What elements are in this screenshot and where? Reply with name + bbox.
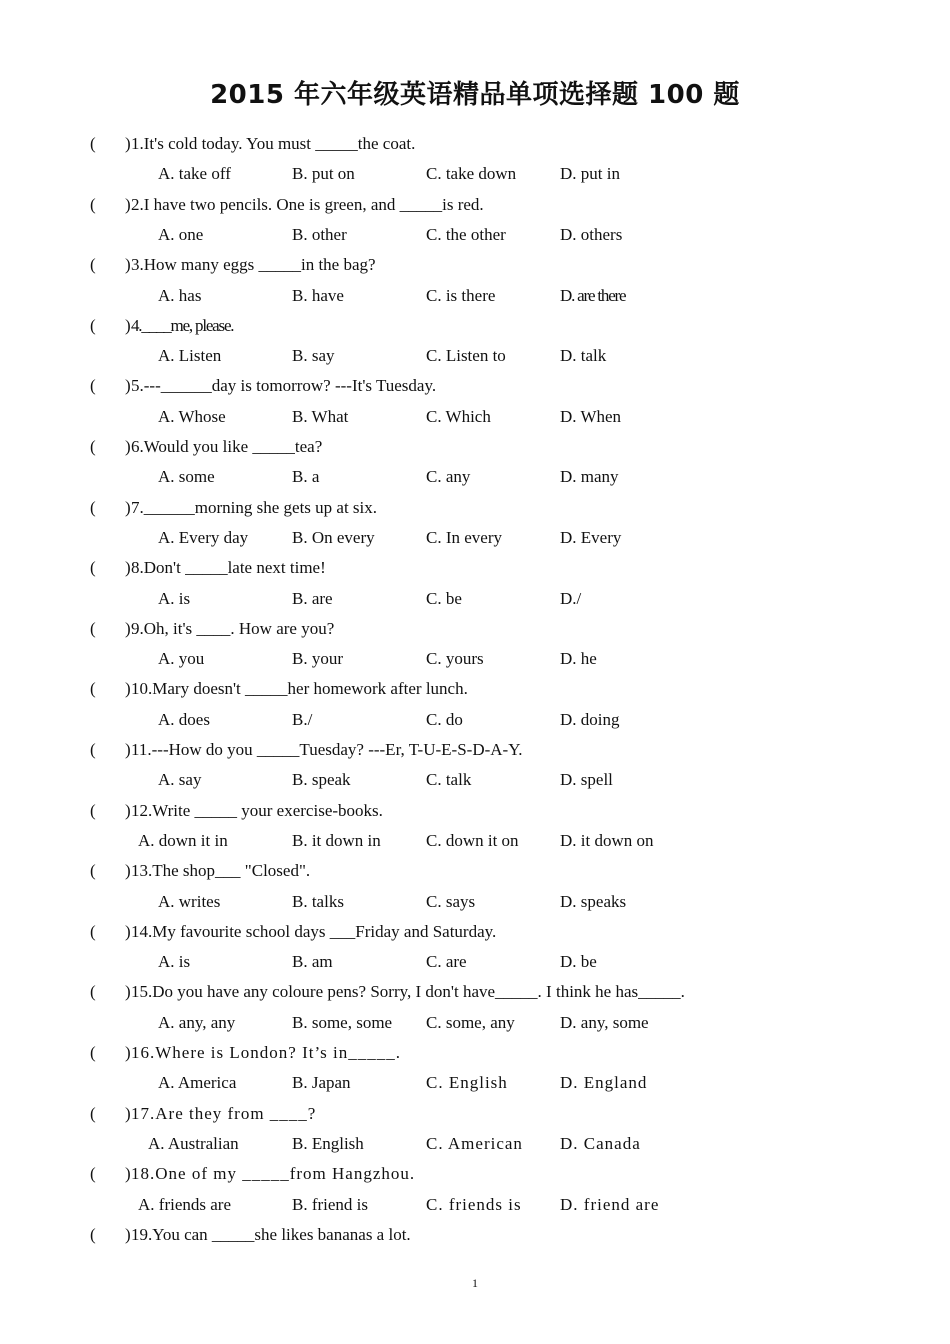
- answer-bracket-close: ): [125, 315, 131, 335]
- answer-bracket-open: (: [90, 255, 96, 275]
- options-line: [0, 465, 950, 489]
- option-a: A. America: [158, 1073, 237, 1093]
- option-c: C. some, any: [426, 1012, 515, 1032]
- answer-bracket-close: ): [125, 1103, 131, 1123]
- question-text: 14.My favourite school days ___Friday and Saturday.: [131, 921, 497, 941]
- question-text: 9.Oh, it's ____. How are you?: [131, 618, 335, 638]
- option-d: D. England: [560, 1073, 648, 1093]
- question-line: [0, 738, 950, 762]
- question-line: [0, 1223, 950, 1247]
- question-line: [0, 980, 950, 1004]
- option-a: A. one: [158, 224, 204, 244]
- options-line: [0, 162, 950, 186]
- question-text: 7.______morning she gets up at six.: [131, 497, 378, 517]
- option-a: A. Australian: [148, 1133, 239, 1153]
- option-a: A. has: [158, 285, 202, 305]
- answer-bracket-close: ): [125, 1043, 131, 1062]
- options-line: [0, 950, 950, 974]
- answer-bracket-close: ): [125, 1164, 131, 1184]
- answer-bracket-close: ): [125, 376, 131, 396]
- option-d: D. friend are: [560, 1194, 660, 1214]
- answer-bracket-close: ): [125, 861, 131, 881]
- options-line: [0, 405, 950, 429]
- option-c: C. says: [426, 891, 476, 911]
- options-line: [0, 890, 950, 914]
- option-b: B. put on: [292, 164, 355, 184]
- option-c: C. friends is: [426, 1194, 522, 1214]
- answer-bracket-open: (: [90, 558, 96, 578]
- answer-bracket-open: (: [90, 618, 96, 638]
- options-line: [0, 587, 950, 611]
- answer-bracket-close: ): [125, 134, 131, 153]
- option-a: A. Whose: [158, 406, 226, 426]
- option-b: B. What: [292, 406, 349, 426]
- option-c: C. Which: [426, 406, 491, 426]
- option-d: D./: [560, 588, 582, 608]
- option-c: C. English: [426, 1073, 508, 1093]
- option-c: C. any: [426, 467, 471, 487]
- question-line: [0, 132, 950, 156]
- option-a: A. any, any: [158, 1012, 236, 1032]
- answer-bracket-close: ): [125, 437, 131, 456]
- options-line: [0, 1011, 950, 1035]
- option-c: C. are: [426, 952, 467, 972]
- option-b: B. say: [292, 346, 335, 366]
- option-b: B. speak: [292, 770, 351, 790]
- option-a: A. friends are: [138, 1194, 231, 1214]
- options-line: [0, 1132, 950, 1156]
- option-d: D. others: [560, 224, 623, 244]
- option-d: D. put in: [560, 164, 620, 184]
- question-line: [0, 859, 950, 883]
- option-b: B. am: [292, 952, 333, 972]
- answer-bracket-open: (: [90, 1224, 96, 1244]
- question-text: 16.Where is London? It’s in_____.: [131, 1043, 402, 1062]
- option-b: B. talks: [292, 891, 344, 911]
- answer-bracket-open: (: [90, 194, 96, 214]
- question-text: 12.Write _____ your exercise-books.: [131, 800, 383, 820]
- answer-bracket-open: (: [90, 376, 96, 396]
- options-line: [0, 344, 950, 368]
- option-a: A. some: [158, 467, 215, 487]
- option-d: D. Every: [560, 527, 622, 547]
- option-c: C. talk: [426, 770, 472, 790]
- option-b: B. have: [292, 285, 344, 305]
- answer-bracket-close: ): [125, 921, 131, 941]
- answer-bracket-close: ): [125, 558, 131, 578]
- answer-bracket-close: ): [125, 982, 131, 1002]
- option-a: A. you: [158, 649, 205, 669]
- option-c: C. do: [426, 709, 463, 729]
- question-line: [0, 314, 950, 338]
- answer-bracket-open: (: [90, 315, 96, 335]
- question-text: 1.It's cold today. You must _____the coat.: [131, 134, 416, 153]
- question-line: [0, 677, 950, 701]
- question-line: [0, 617, 950, 641]
- question-text: 10.Mary doesn't _____her homework after lunch.: [131, 679, 468, 699]
- answer-bracket-open: (: [90, 982, 96, 1002]
- option-b: B. other: [292, 224, 347, 244]
- option-b: B. English: [292, 1133, 364, 1153]
- question-text: 17.Are they from ____?: [131, 1103, 317, 1123]
- option-a: A. Listen: [158, 346, 222, 366]
- option-d: D. doing: [560, 709, 620, 729]
- question-line: [0, 435, 950, 459]
- option-d: D. spell: [560, 770, 613, 790]
- answer-bracket-open: (: [90, 861, 96, 881]
- question-line: [0, 193, 950, 217]
- option-b: B. Japan: [292, 1073, 351, 1093]
- option-d: D. be: [560, 952, 597, 972]
- option-c: C. In every: [426, 527, 503, 547]
- options-line: [0, 768, 950, 792]
- options-line: [0, 1193, 950, 1217]
- answer-bracket-open: (: [90, 1103, 96, 1123]
- answer-bracket-open: (: [90, 921, 96, 941]
- answer-bracket-close: ): [125, 679, 131, 699]
- option-c: C. be: [426, 588, 462, 608]
- options-line: [0, 647, 950, 671]
- option-d: D. When: [560, 406, 622, 426]
- option-b: B. are: [292, 588, 333, 608]
- option-a: A. does: [158, 709, 210, 729]
- page-number: 1: [472, 1276, 478, 1290]
- option-a: A. down it in: [138, 830, 228, 850]
- option-a: A. Every day: [158, 527, 249, 547]
- question-line: [0, 1041, 950, 1065]
- answer-bracket-close: ): [125, 194, 131, 214]
- option-d: D. he: [560, 649, 597, 669]
- options-line: [0, 708, 950, 732]
- question-line: [0, 920, 950, 944]
- option-d: D. are there: [560, 285, 626, 305]
- option-a: A. take off: [158, 164, 231, 184]
- answer-bracket-open: (: [90, 1043, 96, 1062]
- option-d: D. it down on: [560, 830, 654, 850]
- question-text: 15.Do you have any coloure pens? Sorry, I don't have_____. I think he has_____.: [131, 982, 685, 1002]
- question-line: [0, 1102, 950, 1126]
- answer-bracket-close: ): [125, 1224, 131, 1244]
- question-text: 8.Don't _____late next time!: [131, 558, 326, 578]
- question-text: 6.Would you like _____tea?: [131, 437, 323, 456]
- option-d: D. Canada: [560, 1133, 641, 1153]
- question-line: [0, 496, 950, 520]
- question-line: [0, 556, 950, 580]
- options-line: [0, 526, 950, 550]
- option-c: C. the other: [426, 224, 506, 244]
- option-b: B. friend is: [292, 1194, 369, 1214]
- answer-bracket-open: (: [90, 1164, 96, 1184]
- question-text: 19.You can _____she likes bananas a lot.: [131, 1224, 411, 1244]
- question-text: 2.I have two pencils. One is green, and _____is red.: [131, 194, 484, 214]
- question-text: 18.One of my _____from Hangzhou.: [131, 1164, 416, 1184]
- answer-bracket-open: (: [90, 437, 96, 456]
- option-d: D. speaks: [560, 891, 627, 911]
- question-text: 11.---How do you _____Tuesday? ---Er, T-U-E-S-D-A-Y.: [131, 740, 523, 759]
- answer-bracket-open: (: [90, 134, 96, 153]
- answer-bracket-close: ): [125, 255, 131, 275]
- option-b: B. On every: [292, 527, 375, 547]
- option-c: C. take down: [426, 164, 517, 184]
- option-c: C. down it on: [426, 830, 519, 850]
- option-a: A. is: [158, 952, 191, 972]
- answer-bracket-close: ): [125, 800, 131, 820]
- option-c: C. American: [426, 1133, 523, 1153]
- option-b: B./: [292, 709, 313, 729]
- answer-bracket-open: (: [90, 800, 96, 820]
- option-d: D. talk: [560, 346, 607, 366]
- option-c: C. is there: [426, 285, 496, 305]
- option-d: D. any, some: [560, 1012, 649, 1032]
- answer-bracket-close: ): [125, 740, 131, 759]
- options-line: [0, 1071, 950, 1095]
- option-a: A. say: [158, 770, 202, 790]
- option-b: B. some, some: [292, 1012, 393, 1032]
- option-c: C. yours: [426, 649, 484, 669]
- option-b: B. it down in: [292, 830, 381, 850]
- page-title: 2015 年六年级英语精品单项选择题 100 题: [210, 80, 740, 110]
- answer-bracket-close: ): [125, 497, 131, 517]
- options-line: [0, 223, 950, 247]
- question-text: 4.____me, please.: [131, 315, 234, 335]
- options-line: [0, 829, 950, 853]
- answer-bracket-open: (: [90, 679, 96, 699]
- question-line: [0, 1162, 950, 1186]
- option-d: D. many: [560, 467, 619, 487]
- option-b: B. your: [292, 649, 343, 669]
- options-line: [0, 284, 950, 308]
- option-a: A. writes: [158, 891, 221, 911]
- question-line: [0, 253, 950, 277]
- question-text: 13.The shop___ "Closed".: [131, 861, 311, 881]
- question-text: 3.How many eggs _____in the bag?: [131, 255, 376, 275]
- question-line: [0, 799, 950, 823]
- option-b: B. a: [292, 467, 320, 487]
- answer-bracket-open: (: [90, 740, 96, 759]
- answer-bracket-open: (: [90, 497, 96, 517]
- question-text: 5.---______day is tomorrow? ---It's Tuesday.: [131, 376, 437, 396]
- answer-bracket-close: ): [125, 618, 131, 638]
- question-line: [0, 374, 950, 398]
- option-a: A. is: [158, 588, 191, 608]
- option-c: C. Listen to: [426, 346, 506, 366]
